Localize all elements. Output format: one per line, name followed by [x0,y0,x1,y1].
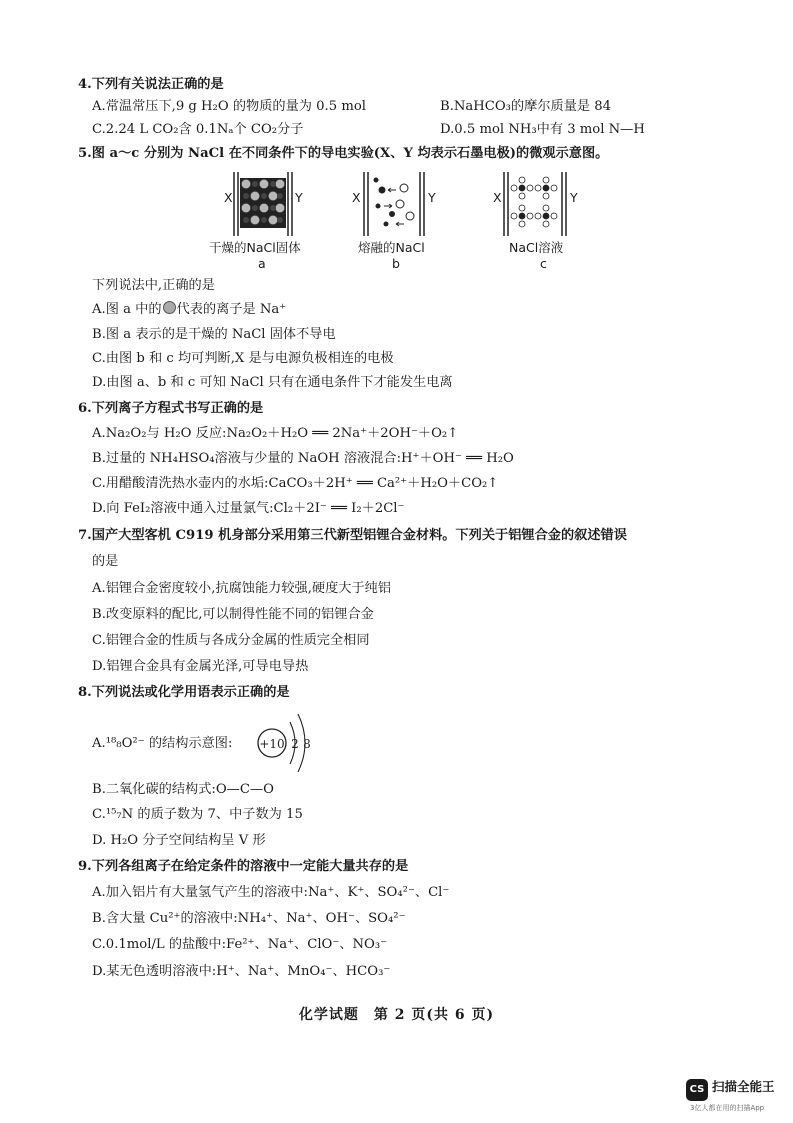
diagram-b-caption: 熔融的NaCl [358,240,425,255]
page-footer: 化学试题 第 2 页(共 6 页) [298,1007,495,1023]
camscanner-logo: CS [686,1079,708,1101]
q4-stem: 4.下列有关说法正确的是 [78,77,224,92]
diagram-c-y-label: Y [570,190,578,205]
q4-option-b: B.NaHCO₃的摩尔质量是 84 [440,99,612,114]
q4-option-a: A.常温常压下,9 g H₂O 的物质的量为 0.5 mol [92,99,366,114]
q6-stem: 6.下列离子方程式书写正确的是 [78,401,264,416]
q6-option-b: B.过量的 NH₄HSO₄溶液与少量的 NaOH 溶液混合:H⁺＋OH⁻ ══ H₂O [92,451,514,466]
q5-option-b: B.图 a 表示的是干燥的 NaCl 固体不导电 [92,327,336,342]
q5-stem: 5.图 a～c 分别为 NaCl 在不同条件下的导电实验(X、Y 均表示石墨电极)的微观示意图。 [78,146,609,161]
diagram-b-x-label: X [352,190,361,205]
q4-option-c: C.2.24 L CO₂含 0.1Nₐ个 CO₂分子 [92,122,304,137]
camscanner-title: 扫描全能王 [712,1079,775,1094]
q9-option-c: C.0.1mol/L 的盐酸中:Fe²⁺、Na⁺、ClO⁻、NO₃⁻ [92,937,388,952]
q9-option-b: B.含大量 Cu²⁺的溶液中:NH₄⁺、Na⁺、OH⁻、SO₄²⁻ [92,911,406,926]
diagram-a-y-label: Y [295,190,303,205]
q9-option-a: A.加入铝片有大量氢气产生的溶液中:Na⁺、K⁺、SO₄²⁻、Cl⁻ [92,885,450,900]
diagram-a-x-label: X [224,190,233,205]
camscanner-subtitle: 3亿人都在用的扫描App [690,1104,765,1112]
q7-option-b: B.改变原料的配比,可以制得性能不同的铝锂合金 [92,607,374,622]
q7-option-c: C.铝锂合金的性质与各成分金属的性质完全相同 [92,633,370,648]
diagram-c-solution [490,170,582,238]
q5-sub-stem: 下列说法中,正确的是 [92,278,215,293]
q8-option-b: B.二氧化碳的结构式:O—C—O [92,782,274,797]
q8-option-d: D. H₂O 分子空间结构呈 V 形 [92,833,266,848]
q5-option-a-suffix: 代表的离子是 Na⁺ [176,302,287,317]
diagram-a-caption: 干燥的NaCl固体 [209,240,301,255]
diagram-b-letter: b [392,256,400,271]
diagram-c-x-label: X [493,190,502,205]
q7-stem-line2: 的是 [92,554,119,569]
q8-option-c: C.¹⁵₇N 的质子数为 7、中子数为 15 [92,807,303,822]
q7-option-d: D.铝锂合金具有金属光泽,可导电导热 [92,659,309,674]
q9-stem: 9.下列各组离子在给定条件的溶液中一定能大量共存的是 [78,859,409,874]
diagram-b-y-label: Y [428,190,436,205]
nucleus-charge: +10 [259,737,285,751]
q6-option-c: C.用醋酸清洗热水壶内的水垢:CaCO₃＋2H⁺ ══ Ca²⁺＋H₂O＋CO₂↑ [92,476,499,491]
q5-option-a [92,301,286,319]
atomic-structure-diagram [252,708,332,778]
q8-stem: 8.下列说法或化学用语表示正确的是 [78,685,290,700]
shell-2-electrons: 8 [303,737,311,751]
q5-option-a-prefix: A.图 a 中的 [92,302,162,317]
q4-option-d: D.0.5 mol NH₃中有 3 mol N—H [440,122,645,137]
q7-option-a: A.铝锂合金密度较小,抗腐蚀能力较强,硬度大于纯铝 [92,581,392,596]
q6-option-d: D.向 FeI₂溶液中通入过量氯气:Cl₂＋2I⁻ ══ I₂＋2Cl⁻ [92,501,405,516]
q6-option-a: A.Na₂O₂与 H₂O 反应:Na₂O₂＋H₂O ══ 2Na⁺＋2OH⁻＋O₂↑ [92,426,459,441]
diagram-a-letter: a [258,256,266,271]
q7-stem-line1: 7.国产大型客机 C919 机身部分采用第三代新型铝锂合金材料。下列关于铝锂合金的叙述错误 [78,528,627,543]
q5-option-c: C.由图 b 和 c 均可判断,X 是与电源负极相连的电极 [92,351,394,366]
diagram-c-letter: c [540,256,547,271]
q5-option-d: D.由图 a、b 和 c 可知 NaCl 只有在通电条件下才能发生电离 [92,375,453,390]
diagram-c-caption: NaCl溶液 [509,240,564,255]
gray-ion-icon [163,301,176,314]
q8-option-a-prefix: A.¹⁸₈O²⁻ 的结构示意图: [92,736,233,751]
q9-option-d: D.某无色透明溶液中:H⁺、Na⁺、MnO₄⁻、HCO₃⁻ [92,964,391,979]
shell-1-electrons: 2 [291,737,299,751]
